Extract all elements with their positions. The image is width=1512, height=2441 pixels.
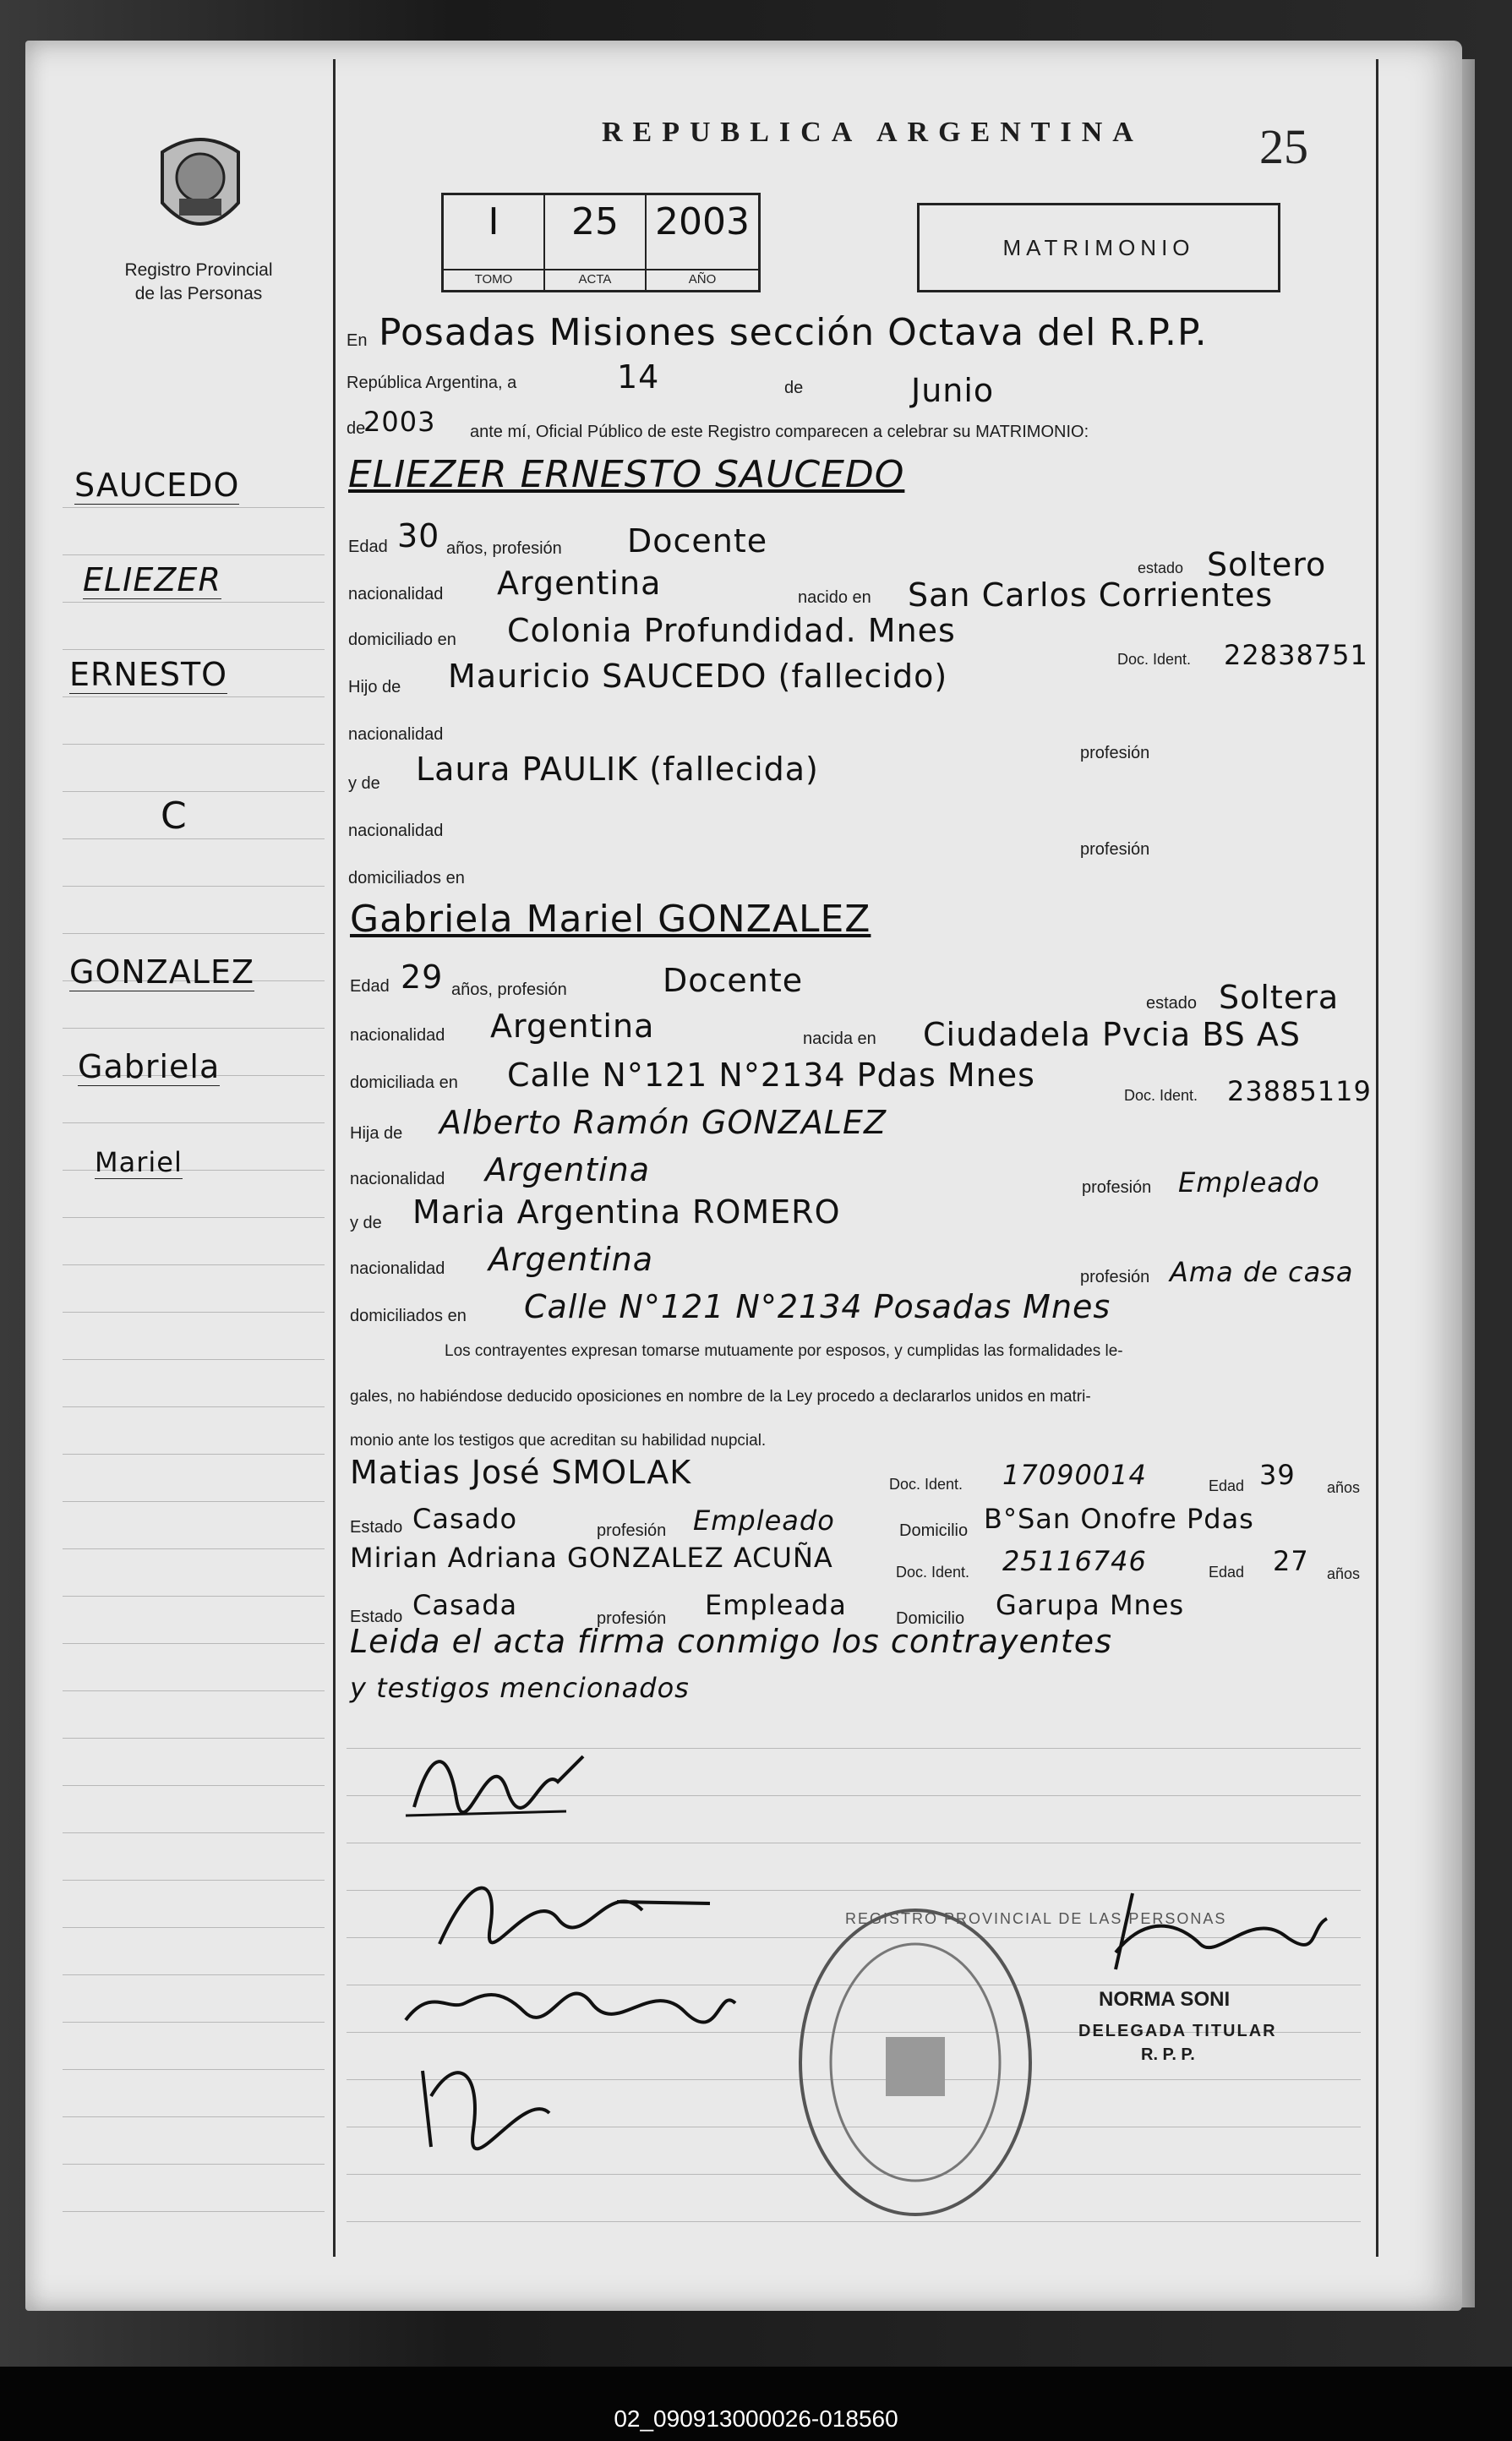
witness2-prof-label: profesión (597, 1609, 667, 1628)
doc-type: MATRIMONIO (1002, 235, 1195, 260)
bride-hija-label: Hija de (350, 1124, 403, 1143)
groom-full-name: ELIEZER ERNESTO SAUCEDO (348, 453, 905, 496)
en-label: En (347, 331, 368, 350)
registry-name-line2: de las Personas (134, 284, 263, 303)
bride-mother-nac-label: nacionalidad (350, 1259, 445, 1278)
groom-dom-label: domiciliado en (348, 631, 456, 649)
bride-doc-label: Doc. Ident. (1124, 1087, 1198, 1104)
margin-rule (63, 1974, 325, 1975)
bride-estado-label: estado (1146, 994, 1198, 1013)
bride-profession: Docente (663, 962, 804, 999)
bride-nacida-label: nacida en (803, 1029, 876, 1048)
tomo-label: TOMO (444, 269, 543, 287)
seal-text: REGISTRO PROVINCIAL DE LAS PERSONAS (845, 1910, 1227, 1927)
bride-parents-address: Calle N°121 N°2134 Posadas Mnes (524, 1288, 1111, 1325)
bride-mother-profession: Ama de casa (1170, 1256, 1354, 1288)
year: 2003 (363, 406, 436, 438)
bride-mother: Maria Argentina ROMERO (412, 1193, 841, 1231)
witness2-status: Casada (412, 1589, 518, 1621)
margin-middlename-bride: Mariel (95, 1146, 183, 1178)
margin-rule (63, 744, 325, 745)
margin-surname-bride: GONZALEZ (69, 953, 255, 991)
groom-nationality: Argentina (497, 565, 662, 602)
margin-rule (63, 1454, 325, 1455)
bride-nac-label: nacionalidad (350, 1026, 445, 1045)
closing-line-2: y testigos mencionados (350, 1672, 690, 1704)
bride-doc: 23885119 (1227, 1075, 1372, 1107)
bride-full-name: Gabriela Mariel GONZALEZ (350, 898, 871, 941)
witness2-edad-label: Edad (1209, 1564, 1245, 1581)
witness2-address: Garupa Mnes (996, 1589, 1185, 1621)
day: 14 (617, 358, 660, 396)
margin-rule (63, 554, 325, 555)
margin-rule (63, 1406, 325, 1407)
groom-father-prof-label: profesión (1080, 744, 1150, 762)
registry-name-line1: Registro Provincial (124, 260, 273, 280)
bride-father: Alberto Ramón GONZALEZ (439, 1104, 887, 1141)
groom-nac-label: nacionalidad (348, 585, 444, 603)
bride-mother-prof-label: profesión (1080, 1268, 1150, 1286)
tomo-value: I (488, 200, 499, 243)
place: Posadas Misiones sección Octava del R.P.P. (379, 311, 1208, 354)
bride-yde-label: y de (350, 1214, 382, 1232)
witness1-estado-label: Estado (350, 1518, 403, 1537)
bride-father-nationality: Argentina (485, 1151, 651, 1188)
margin-column-line (333, 59, 336, 2257)
signature-official (1099, 1876, 1335, 1986)
margin-rule (63, 933, 325, 934)
witness2-dom-label: Domicilio (896, 1609, 965, 1628)
groom-mother: Laura PAULIK (fallecida) (416, 751, 819, 788)
acta-value: 25 (571, 200, 619, 243)
groom-nacido-label: nacido en (798, 588, 871, 607)
groom-yde-label: y de (348, 774, 380, 793)
bride-mother-nationality: Argentina (489, 1241, 654, 1278)
witness1-edad-label: Edad (1209, 1477, 1245, 1494)
acta-cell (545, 195, 647, 290)
groom-civil-status: Soltero (1207, 546, 1327, 583)
witness1-doc-label: Doc. Ident. (889, 1476, 963, 1493)
margin-mark: C (161, 795, 188, 838)
right-column-line (1376, 59, 1378, 2257)
margin-rule (63, 1548, 325, 1549)
tomo-cell (444, 195, 545, 290)
margin-rule (63, 2069, 325, 2070)
bride-anos-label: años, profesión (451, 980, 567, 999)
bride-address: Calle N°121 N°2134 Pdas Mnes (507, 1057, 1035, 1094)
witness1-status: Casado (412, 1503, 518, 1535)
footer-id: 02_090913000026-018560 (614, 2406, 898, 2432)
margin-rule (63, 2022, 325, 2023)
month: Junio (911, 372, 995, 409)
witness1-prof-label: profesión (597, 1521, 667, 1540)
signature-witness1 (397, 1952, 752, 2045)
ano-value: 2003 (655, 200, 750, 243)
margin-rule (63, 2211, 325, 2212)
page-number: 25 (1259, 119, 1308, 174)
margin-rule (63, 1359, 325, 1360)
margin-rule (63, 602, 325, 603)
witness2-age: 27 (1273, 1545, 1309, 1577)
witness1-profession: Empleado (693, 1504, 835, 1537)
signature-groom (397, 1731, 600, 1832)
acta-label: ACTA (545, 269, 645, 287)
margin-middlename-groom: ERNESTO (69, 656, 228, 693)
groom-doc: 22838751 (1224, 639, 1368, 671)
legal-line-2: gales, no habiéndose deducido oposiciones en nombre de la Ley procedo a declararlos unidos en matri- (350, 1388, 1091, 1406)
bride-age: 29 (401, 958, 444, 996)
groom-address: Colonia Profundidad. Mnes (507, 612, 956, 649)
bride-dom-label: domiciliada en (350, 1073, 458, 1092)
margin-rule (63, 696, 325, 697)
margin-rule (63, 1217, 325, 1218)
groom-estado-label: estado (1138, 560, 1184, 576)
margin-rule (63, 838, 325, 839)
groom-doc-label: Doc. Ident. (1117, 651, 1192, 668)
groom-edad-label: Edad (348, 538, 388, 556)
witness2-name: Mirian Adriana GONZALEZ ACUÑA (350, 1542, 833, 1574)
margin-rule (63, 649, 325, 650)
groom-anos-label: años, profesión (446, 539, 562, 558)
de-label: de (784, 379, 804, 397)
doc-type-box (917, 203, 1280, 292)
bride-nationality: Argentina (490, 1008, 655, 1045)
record-box (441, 193, 761, 292)
de2-label: de (347, 419, 366, 438)
bride-parents-dom-label: domiciliados en (350, 1307, 467, 1325)
witness2-doc-label: Doc. Ident. (896, 1564, 970, 1581)
registry-logo (145, 127, 255, 249)
legal-line-1: Los contrayentes expresan tomarse mutuamente por esposos, y cumplidas las formalidades le- (445, 1342, 1123, 1360)
bride-civil-status: Soltera (1219, 979, 1340, 1016)
witness1-name: Matias José SMOLAK (350, 1454, 692, 1491)
bride-birthplace: Ciudadela Pvcia BS AS (923, 1016, 1301, 1053)
witness1-address: B°San Onofre Pdas (984, 1503, 1254, 1535)
margin-rule (63, 1312, 325, 1313)
bride-father-prof-label: profesión (1082, 1178, 1152, 1197)
witness1-doc: 17090014 (1002, 1459, 1147, 1491)
official-title: DELEGADA TITULAR (1078, 2022, 1277, 2040)
margin-rule (63, 2116, 325, 2117)
official-office: R. P. P. (1141, 2045, 1195, 2064)
ano-label: AÑO (647, 269, 758, 287)
margin-rule (63, 886, 325, 887)
margin-rule (63, 2164, 325, 2165)
witness2-anos-label: años (1327, 1565, 1361, 1582)
groom-parents-dom-label: domiciliados en (348, 869, 465, 887)
margin-rule (63, 1785, 325, 1786)
margin-rule (63, 507, 325, 508)
groom-birthplace: San Carlos Corrientes (908, 576, 1274, 614)
witness1-age: 39 (1259, 1459, 1296, 1491)
groom-father-nac-label: nacionalidad (348, 725, 444, 744)
bride-father-nac-label: nacionalidad (350, 1170, 445, 1188)
margin-rule (63, 1264, 325, 1265)
bride-father-profession: Empleado (1178, 1166, 1320, 1199)
statement: ante mí, Oficial Público de este Registro comparecen a celebrar su MATRIMONIO: (470, 423, 1089, 441)
margin-rule (63, 1927, 325, 1928)
witness2-profession: Empleada (705, 1589, 847, 1621)
margin-rule (63, 1122, 325, 1123)
signature-witness2 (406, 2037, 575, 2164)
groom-hijo-label: Hijo de (348, 678, 401, 696)
margin-rule (63, 1643, 325, 1644)
margin-rule (63, 1880, 325, 1881)
groom-profession: Docente (627, 522, 768, 560)
witness1-dom-label: Domicilio (899, 1521, 969, 1540)
witness1-anos-label: años (1327, 1479, 1361, 1496)
margin-rule (63, 1028, 325, 1029)
margin-rule (63, 1596, 325, 1597)
groom-age: 30 (397, 517, 440, 554)
margin-rule (63, 1738, 325, 1739)
witness2-doc: 25116746 (1002, 1545, 1147, 1577)
official-seal-icon (793, 1902, 1038, 2223)
margin-firstname-groom: ELIEZER (83, 561, 221, 598)
margin-rule (63, 1832, 325, 1833)
witness2-estado-label: Estado (350, 1608, 403, 1626)
republica-label: República Argentina, a (347, 374, 517, 392)
country-title: REPUBLICA ARGENTINA (602, 117, 1144, 148)
closing-line-1: Leida el acta firma conmigo los contrayentes (350, 1623, 1112, 1660)
legal-line-3: monio ante los testigos que acreditan su habilidad nupcial. (350, 1432, 767, 1450)
margin-rule (63, 1690, 325, 1691)
groom-mother-prof-label: profesión (1080, 840, 1150, 859)
ano-cell (647, 195, 758, 290)
groom-father: Mauricio SAUCEDO (fallecido) (448, 658, 948, 695)
bride-edad-label: Edad (350, 977, 390, 996)
margin-firstname-bride: Gabriela (78, 1048, 221, 1085)
margin-rule (63, 791, 325, 792)
groom-mother-nac-label: nacionalidad (348, 822, 444, 840)
official-name: NORMA SONI (1099, 1988, 1231, 2011)
margin-surname-groom: SAUCEDO (74, 467, 240, 504)
margin-rule (63, 1501, 325, 1502)
